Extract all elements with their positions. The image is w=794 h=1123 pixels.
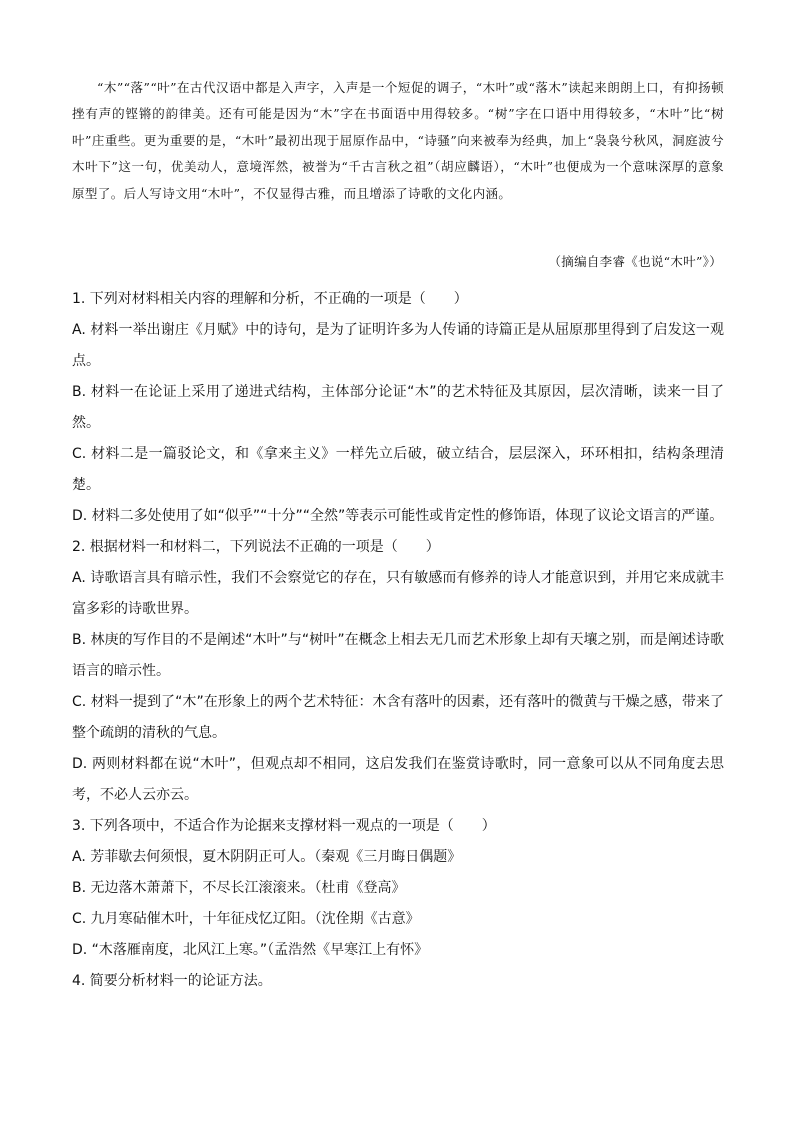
passage-text: “木”“落”“叶”在古代汉语中都是入声字，入声是一个短促的调子，“木叶”或“落木”读起来朗朗上口，有抑扬顿挫有声的铿锵的韵律美。还有可能是因为“木”字在书面语中用得较多。“树”字在口语中用得较多，“木叶”比“树叶”庄重些。更为重要的是，“木叶”最初出现于屈原作品中，“诗骚”向来被奉为经典，加上“袅袅兮秋风，洞庭波兮木叶下”这一句，优美动人，意境浑然，被誉为“千古言秋之祖”（胡应麟语），“木叶”也便成为一个意味深厚的意象原型了。后人写诗文用“木叶”，不仅显得古雅，而且增添了诗歌的文化内涵。	[72, 79, 724, 201]
question-3-option-d: D. “木落雁南度，北风江上寒。”（孟浩然《早寒江上有怀》	[72, 942, 429, 958]
question-2-option-d: D. 两则材料都在说“木叶”，但观点却不相同，这启发我们在鉴赏诗歌时，同一意象可以从不同角度去思考，不必人云亦云。	[72, 756, 724, 803]
question-1-stem: 1. 下列对材料相关内容的理解和分析，不正确的一项是（ ）	[72, 291, 468, 307]
question-3-option-b: B. 无边落木萧萧下，不尽长江滚滚来。（杜甫《登高》	[72, 880, 406, 896]
question-list	[72, 284, 724, 997]
question-3-stem: 3. 下列各项中，不适合作为论据来支撑材料一观点的一项是（ ）	[72, 818, 496, 834]
question-1-option-b: B. 材料一在论证上采用了递进式结构，主体部分论证“木”的艺术特征及其原因，层次清晰，读来一目了然。	[72, 384, 724, 431]
question-1-option-c: C. 材料二是一篇驳论文，和《拿来主义》一样先立后破，破立结合，层层深入，环环相扣，结构条理清楚。	[72, 446, 724, 493]
question-1-option-d: D. 材料二多处使用了如“似乎”“十分”“全然”等表示可能性或肯定性的修饰语，体现了议论文语言的严谨。	[72, 508, 724, 524]
question-3-option-a: A. 芳菲歇去何须恨，夏木阴阴正可人。（秦观《三月晦日偶题》	[72, 849, 462, 865]
question-2-stem: 2. 根据材料一和材料二，下列说法不正确的一项是（ ）	[72, 539, 440, 555]
question-3-option-c: C. 九月寒砧催木叶，十年征戍忆辽阳。（沈佺期《古意》	[72, 911, 420, 927]
passage-source: （摘编自李睿《也说“木叶”》）	[548, 254, 722, 269]
question-2-option-b: B. 林庚的写作目的不是阐述“木叶”与“树叶”在概念上相去无几而艺术形象上却有天壤之别，而是阐述诗歌语言的暗示性。	[72, 632, 724, 679]
question-4-stem: 4. 简要分析材料一的论证方法。	[72, 973, 272, 989]
question-2-option-a: A. 诗歌语言具有暗示性，我们不会察觉它的存在，只有敏感而有修养的诗人才能意识到，并用它来成就丰富多彩的诗歌世界。	[72, 570, 724, 617]
question-2-option-c: C. 材料一提到了“木”在形象上的两个艺术特征：木含有落叶的因素，还有落叶的微黄与干燥之感，带来了整个疏朗的清秋的气息。	[72, 694, 724, 741]
question-1-option-a: A. 材料一举出谢庄《月赋》中的诗句，是为了证明许多为人传诵的诗篇正是从屈原那里得到了启发这一观点。	[72, 322, 724, 369]
